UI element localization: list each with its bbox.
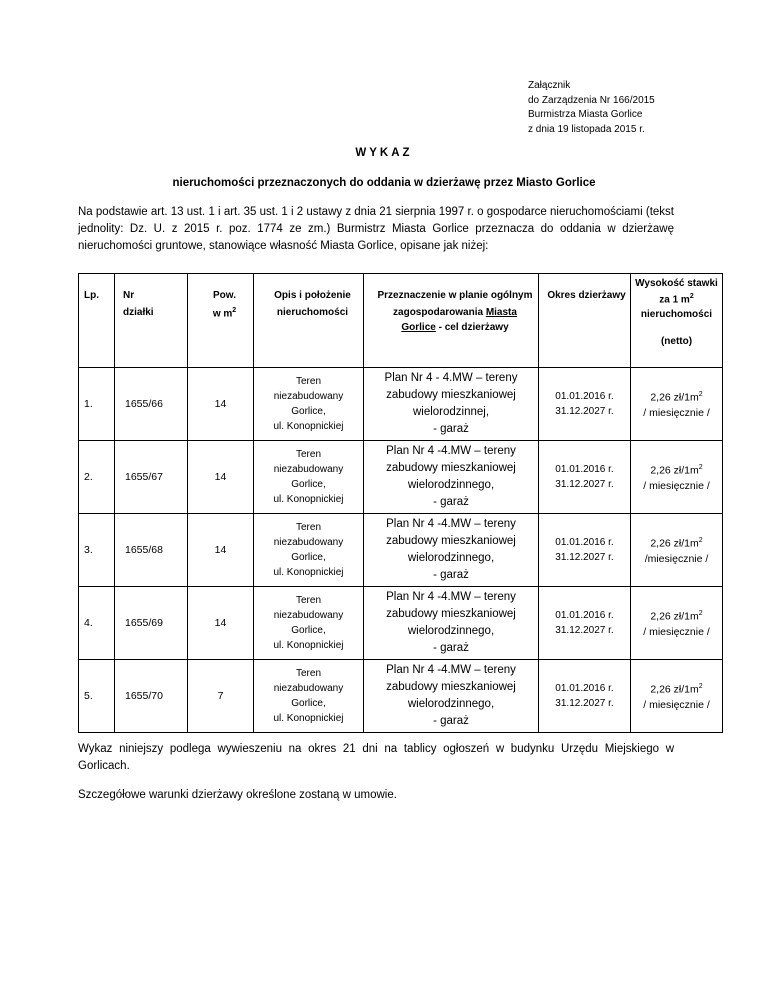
cell-pow: 14 bbox=[188, 368, 254, 441]
opis-line: niezabudowany bbox=[273, 464, 344, 475]
header-okres: Okres dzierżawy bbox=[539, 274, 631, 368]
stawka-rate: 2,26 zł/1m bbox=[650, 391, 699, 404]
cell-okres bbox=[539, 660, 631, 733]
plan-line: - garaż bbox=[433, 642, 469, 654]
plan-line: Plan Nr 4 -4.MW – tereny bbox=[386, 591, 516, 603]
opis-line: Teren bbox=[295, 449, 321, 460]
table-row bbox=[79, 587, 723, 660]
okres-line: 01.01.2016 r. bbox=[555, 464, 614, 475]
stawka-period: / miesięcznie / bbox=[643, 698, 710, 711]
stawka-rate: 2,26 zł/1m bbox=[650, 537, 699, 550]
opis-line: Teren bbox=[295, 668, 321, 679]
plan-line: wielorodzinnego, bbox=[407, 698, 495, 710]
cell-plan bbox=[364, 514, 539, 587]
cell-lp: 3. bbox=[79, 514, 115, 587]
cell-stawka bbox=[631, 368, 723, 441]
cell-nr: 1655/67 bbox=[115, 441, 188, 514]
stawka-period: / miesięcznie / bbox=[643, 479, 710, 492]
cell-lp: 2. bbox=[79, 441, 115, 514]
cell-stawka bbox=[631, 441, 723, 514]
footer-notice: Wykaz niniejszy podlega wywieszeniu na okres 21 dni na tablicy ogłoszeń w budynku Urzędu Miejskiego w Gorlicach. bbox=[78, 743, 674, 772]
opis-line: niezabudowany bbox=[273, 537, 344, 548]
stawka-period: / miesięcznie / bbox=[643, 625, 710, 638]
annex-date: z dnia 19 listopada 2015 r. bbox=[528, 123, 645, 135]
cell-opis bbox=[254, 368, 364, 441]
okres-line: 01.01.2016 r. bbox=[555, 537, 614, 548]
opis-line: niezabudowany bbox=[273, 610, 344, 621]
intro-paragraph: Na podstawie art. 13 ust. 1 i art. 35 ust. 1 i 2 ustawy z dnia 21 sierpnia 1997 r. o gospodarce nieruchomościami (tekst jednolity: Dz. U. z 2015 r. poz. 1774 ze zm.) Burmistrz Miasta Gorlice przeznacza do oddania w dzierżawę nieruchomości gruntowe, stanowiące własność Miasta Gorlice, opisane jak niżej: bbox=[78, 206, 674, 252]
header-plan: Przeznaczenie w planie ogólnym zagospodarowania Miasta Gorlice - cel dzierżawy bbox=[364, 274, 539, 368]
opis-line: Gorlice, bbox=[291, 625, 326, 636]
annex-issuer: Burmistrza Miasta Gorlice bbox=[528, 109, 643, 120]
plan-line: - garaż bbox=[433, 423, 469, 435]
plan-line: zabudowy mieszkaniowej bbox=[386, 535, 516, 547]
plan-line: wielorodzinnego, bbox=[407, 479, 495, 491]
okres-line: 01.01.2016 r. bbox=[555, 391, 614, 402]
opis-line: niezabudowany bbox=[273, 683, 344, 694]
cell-pow: 14 bbox=[188, 441, 254, 514]
cell-lp: 5. bbox=[79, 660, 115, 733]
plan-line: zabudowy mieszkaniowej bbox=[386, 462, 516, 474]
opis-line: ul. Konopnickiej bbox=[273, 494, 344, 505]
stawka-rate: 2,26 zł/1m bbox=[650, 464, 699, 477]
cell-opis bbox=[254, 441, 364, 514]
annex-label: Załącznik bbox=[528, 80, 571, 91]
header-lp: Lp. bbox=[79, 274, 115, 368]
cell-pow: 7 bbox=[188, 660, 254, 733]
plan-line: Plan Nr 4 -4.MW – tereny bbox=[386, 664, 516, 676]
annex-ordinance: do Zarządzenia Nr 166/2015 bbox=[528, 94, 655, 106]
table-row bbox=[79, 368, 723, 441]
cell-opis bbox=[254, 514, 364, 587]
plan-line: Plan Nr 4 - 4.MW – tereny bbox=[384, 372, 518, 384]
cell-plan bbox=[364, 587, 539, 660]
stawka-rate: 2,26 zł/1m bbox=[650, 683, 699, 696]
okres-line: 01.01.2016 r. bbox=[555, 683, 614, 694]
cell-nr: 1655/66 bbox=[115, 368, 188, 441]
plan-line: wielorodzinnego, bbox=[407, 552, 495, 564]
cell-opis bbox=[254, 587, 364, 660]
cell-pow: 14 bbox=[188, 587, 254, 660]
cell-stawka bbox=[631, 514, 723, 587]
opis-line: Gorlice, bbox=[291, 406, 326, 417]
stawka-sup: 2 bbox=[698, 683, 703, 691]
header-nr: Nr działki bbox=[115, 274, 188, 368]
stawka-sup: 2 bbox=[698, 537, 703, 545]
plan-line: wielorodzinnej, bbox=[412, 406, 490, 418]
opis-line: ul. Konopnickiej bbox=[273, 713, 344, 724]
stawka-sup: 2 bbox=[698, 610, 703, 618]
plan-line: - garaż bbox=[433, 569, 469, 581]
okres-line: 31.12.2027 r. bbox=[555, 698, 614, 709]
cell-nr: 1655/68 bbox=[115, 514, 188, 587]
opis-line: niezabudowany bbox=[273, 391, 344, 402]
property-table bbox=[78, 273, 723, 733]
opis-line: ul. Konopnickiej bbox=[273, 567, 344, 578]
plan-line: wielorodzinnego, bbox=[407, 625, 495, 637]
footer-terms: Szczegółowe warunki dzierżawy określone zostaną w umowie. bbox=[78, 789, 397, 801]
cell-okres bbox=[539, 441, 631, 514]
stawka-period: /miesięcznie / bbox=[644, 552, 709, 565]
document-subtitle: nieruchomości przeznaczonych do oddania w dzierżawę przez Miasto Gorlice bbox=[172, 177, 596, 189]
opis-line: Gorlice, bbox=[291, 552, 326, 563]
cell-stawka bbox=[631, 660, 723, 733]
cell-nr: 1655/69 bbox=[115, 587, 188, 660]
stawka-sup: 2 bbox=[698, 464, 703, 472]
okres-line: 01.01.2016 r. bbox=[555, 610, 614, 621]
cell-okres bbox=[539, 514, 631, 587]
plan-line: zabudowy mieszkaniowej bbox=[386, 681, 516, 693]
header-pow: Pow. w $m^2$ bbox=[188, 274, 254, 368]
opis-line: Gorlice, bbox=[291, 479, 326, 490]
opis-line: Teren bbox=[295, 595, 321, 606]
cell-okres bbox=[539, 368, 631, 441]
plan-line: - garaż bbox=[433, 715, 469, 727]
stawka-rate: 2,26 zł/1m bbox=[650, 610, 699, 623]
cell-lp: 1. bbox=[79, 368, 115, 441]
stawka-period: / miesięcznie / bbox=[643, 406, 710, 419]
cell-plan bbox=[364, 441, 539, 514]
table-row bbox=[79, 660, 723, 733]
header-opis: Opis i położenie nieruchomości bbox=[254, 274, 364, 368]
okres-line: 31.12.2027 r. bbox=[555, 625, 614, 636]
table-row bbox=[79, 514, 723, 587]
annex-header bbox=[528, 79, 655, 137]
stawka-sup: 2 bbox=[698, 391, 703, 399]
opis-line: Teren bbox=[295, 376, 321, 387]
document-title: WYKAZ bbox=[355, 147, 413, 159]
header-stawka: Wysokość stawki za 1 $m^2$ nieruchomości (netto) bbox=[631, 274, 723, 368]
opis-line: Gorlice, bbox=[291, 698, 326, 709]
cell-plan bbox=[364, 368, 539, 441]
plan-line: Plan Nr 4 -4.MW – tereny bbox=[386, 518, 516, 530]
opis-line: ul. Konopnickiej bbox=[273, 640, 344, 651]
cell-stawka bbox=[631, 587, 723, 660]
cell-lp: 4. bbox=[79, 587, 115, 660]
table-header-row bbox=[79, 274, 723, 368]
cell-plan bbox=[364, 660, 539, 733]
okres-line: 31.12.2027 r. bbox=[555, 479, 614, 490]
plan-line: - garaż bbox=[433, 496, 469, 508]
plan-line: zabudowy mieszkaniowej bbox=[386, 608, 516, 620]
opis-line: Teren bbox=[295, 522, 321, 533]
plan-line: Plan Nr 4 -4.MW – tereny bbox=[386, 445, 516, 457]
cell-nr: 1655/70 bbox=[115, 660, 188, 733]
table-row bbox=[79, 441, 723, 514]
cell-opis bbox=[254, 660, 364, 733]
cell-pow: 14 bbox=[188, 514, 254, 587]
okres-line: 31.12.2027 r. bbox=[555, 552, 614, 563]
cell-okres bbox=[539, 587, 631, 660]
okres-line: 31.12.2027 r. bbox=[555, 406, 614, 417]
opis-line: ul. Konopnickiej bbox=[273, 421, 344, 432]
plan-line: zabudowy mieszkaniowej bbox=[386, 389, 516, 401]
